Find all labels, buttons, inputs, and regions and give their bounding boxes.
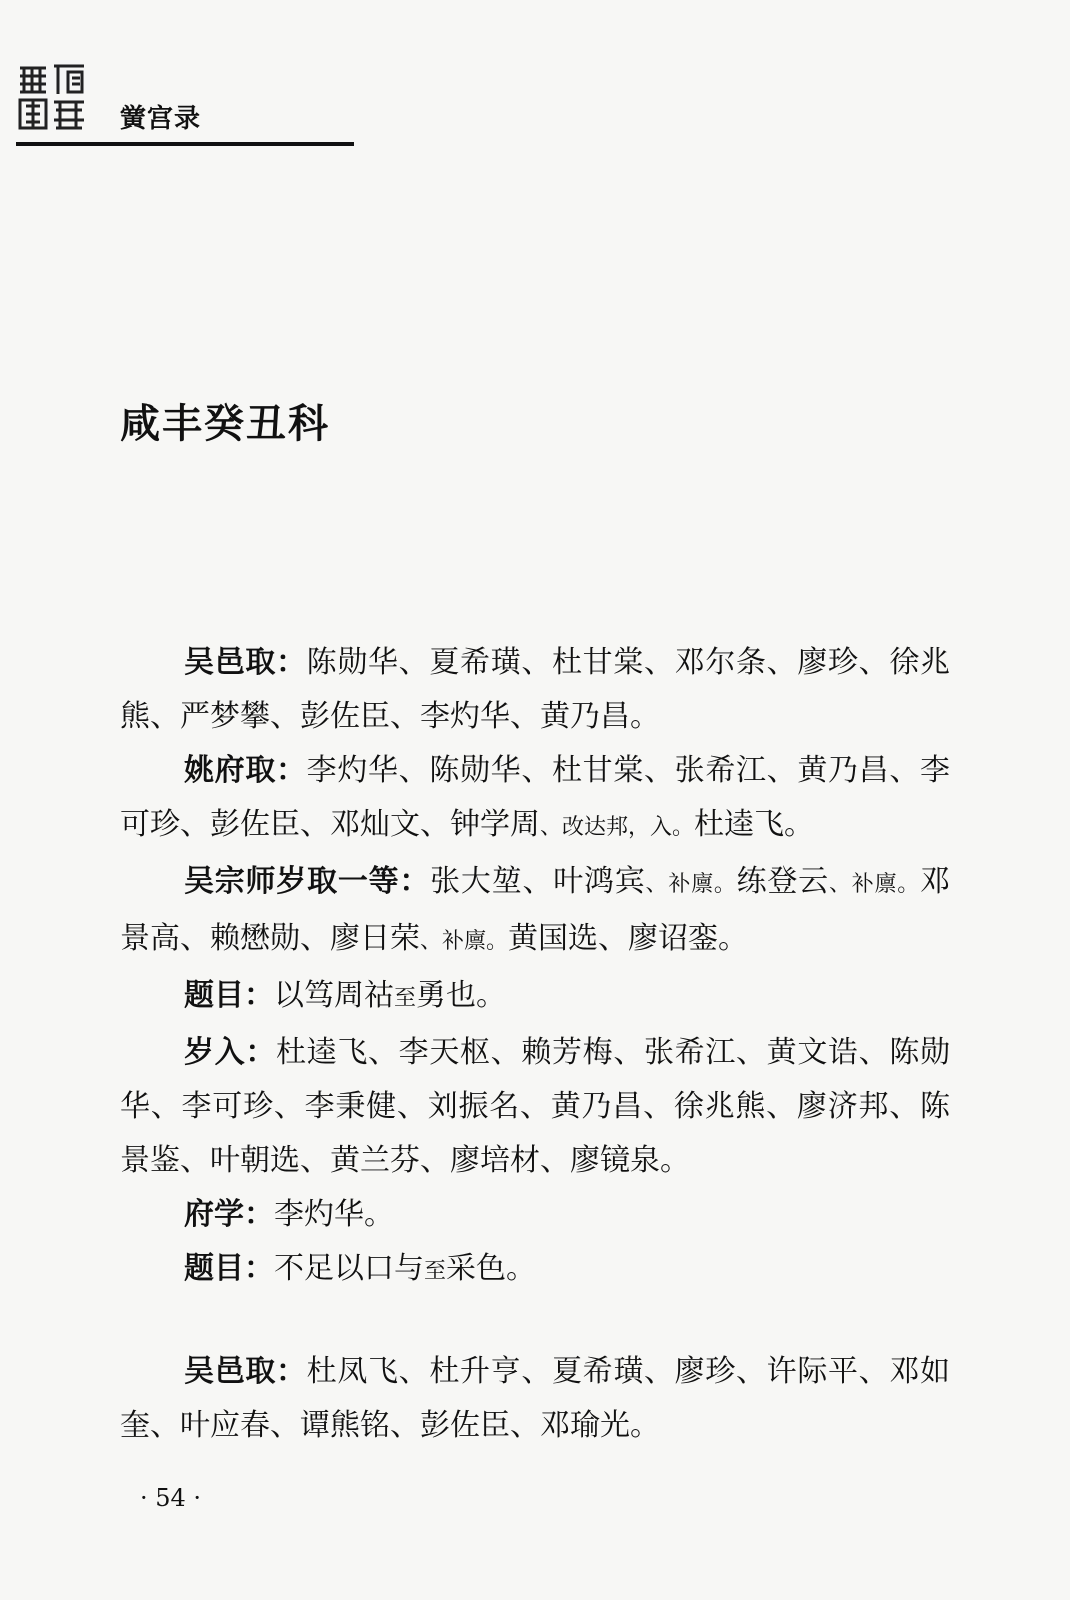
paragraph-ti-mu-2 bbox=[120, 1242, 950, 1299]
paragraph-text: 杜逵飞、李天枢、赖芳梅、张希江、黄文诰、陈勋华、李可珍、李秉健、刘振名、黄乃昌、徐兆熊、廖济邦、陈景鉴、叶朝选、黄兰芬、廖培材、廖镜泉。 bbox=[120, 1035, 950, 1178]
paragraph-wu-zong-shi bbox=[120, 855, 950, 969]
interlinear-note: 至 bbox=[424, 1259, 447, 1284]
body-text bbox=[120, 636, 950, 1453]
paragraph-text: 采色。 bbox=[446, 1251, 537, 1286]
paragraph-term: 吴邑取： bbox=[184, 645, 307, 680]
paragraph-yao-fu-qu bbox=[120, 744, 950, 855]
paragraph-text: 张大堃、叶鸿宾 bbox=[430, 864, 646, 899]
running-title: 黉宫录 bbox=[120, 104, 202, 134]
section-heading: 咸丰癸丑科 bbox=[120, 400, 330, 447]
interlinear-note: 、补廪。 bbox=[645, 872, 737, 897]
seal-logo bbox=[16, 62, 88, 132]
header-rule bbox=[16, 142, 354, 146]
paragraph-term: 题目： bbox=[184, 978, 274, 1013]
paragraph-sui-ru bbox=[120, 1026, 950, 1188]
paragraph-term: 吴邑取： bbox=[184, 1354, 307, 1389]
paragraph-text: 李灼华、陈勋华、杜甘棠、张希江、黄乃昌、李可珍、彭佐臣、邓灿文、钟学周 bbox=[120, 753, 951, 842]
paragraph-text: 李灼华。 bbox=[274, 1197, 394, 1232]
paragraph-text: 陈勋华、夏希璜、杜甘棠、邓尔条、廖珍、徐兆熊、严梦攀、彭佐臣、李灼华、黄乃昌。 bbox=[120, 645, 951, 734]
paragraph-wu-yi-qu-1 bbox=[120, 636, 950, 744]
running-header bbox=[16, 62, 356, 146]
paragraph-term: 吴宗师岁取一等： bbox=[184, 864, 431, 899]
paragraph-term: 岁入： bbox=[184, 1035, 276, 1070]
paragraph-text: 勇也。 bbox=[416, 978, 507, 1013]
page-number: · 54 · bbox=[140, 1484, 202, 1512]
paragraph-term: 姚府取： bbox=[184, 753, 307, 788]
paragraph-text: 杜凤飞、杜升亨、夏希璜、廖珍、许际平、邓如奎、叶应春、谭熊铭、彭佐臣、邓瑜光。 bbox=[120, 1354, 951, 1443]
paragraph-text: 不足以口与 bbox=[274, 1251, 424, 1286]
interlinear-note: 、补廪。 bbox=[420, 929, 509, 954]
paragraph-fu-xue bbox=[120, 1188, 950, 1242]
paragraph-term: 题目： bbox=[184, 1251, 274, 1286]
paragraph-text: 杜逵飞。 bbox=[694, 807, 815, 842]
paragraph-text: 邓景高、赖懋勋、廖日荣 bbox=[120, 864, 951, 956]
interlinear-note: 、改达邦，入。 bbox=[540, 815, 695, 840]
paragraph-term: 府学： bbox=[184, 1197, 274, 1232]
paragraph-text: 黄国选、廖诏銮。 bbox=[508, 921, 749, 956]
paragraph-wu-yi-qu-2 bbox=[120, 1345, 950, 1453]
paragraph-text: 以笃周祜 bbox=[274, 978, 394, 1013]
interlinear-note: 至 bbox=[394, 986, 417, 1011]
interlinear-note: 、补廪。 bbox=[828, 872, 921, 897]
paragraph-text: 练登云 bbox=[736, 864, 829, 899]
paragraph-ti-mu-1 bbox=[120, 969, 950, 1026]
